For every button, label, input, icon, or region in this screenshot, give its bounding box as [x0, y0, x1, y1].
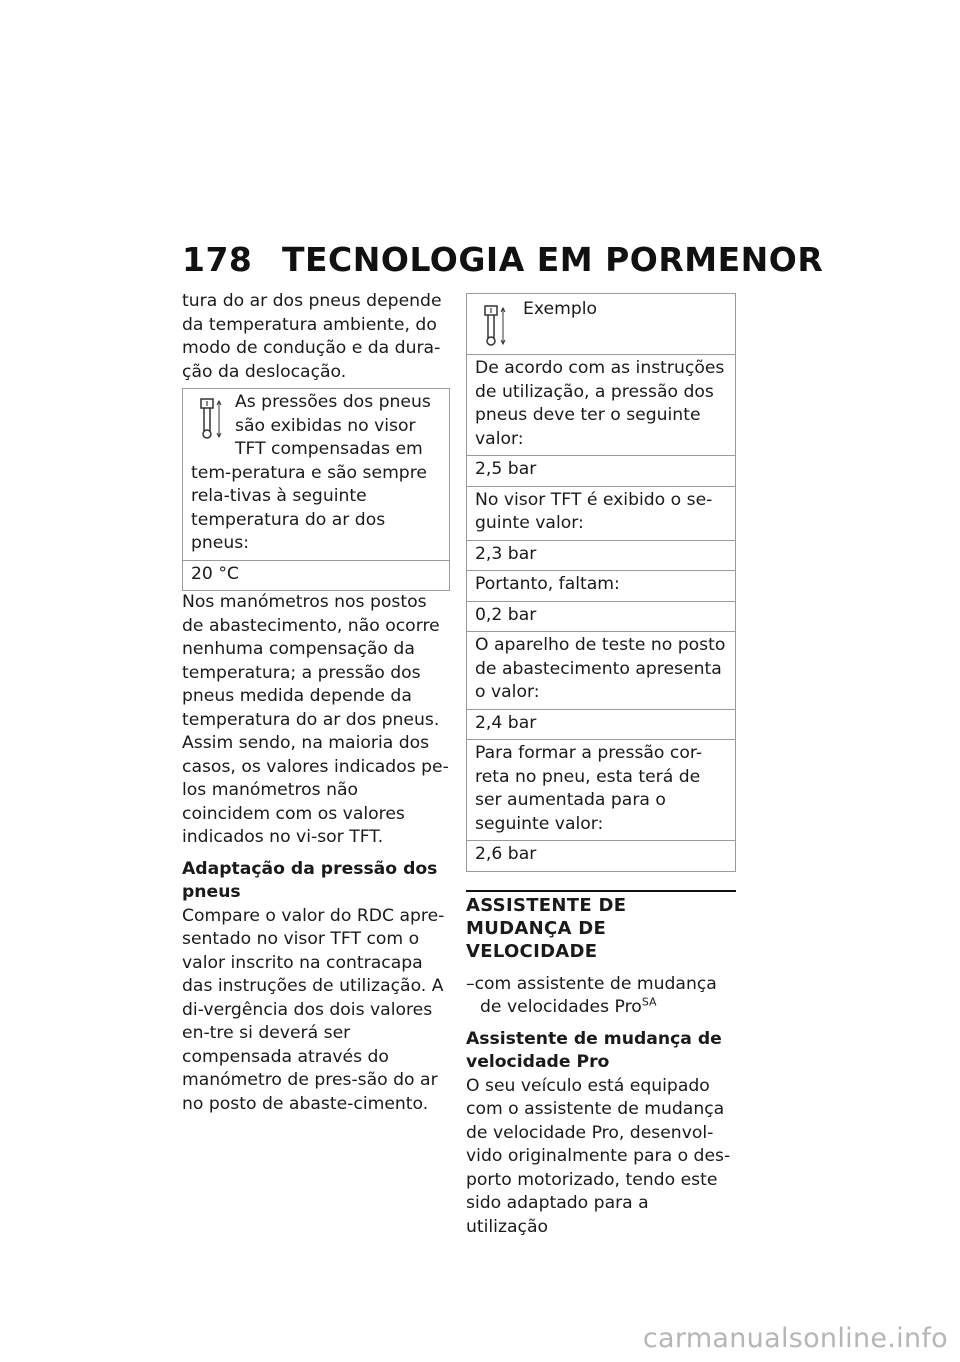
example-row: No visor TFT é exibido o se-guinte valor:	[467, 486, 735, 540]
tire-gauge-icon	[199, 397, 225, 441]
example-row: 0,2 bar	[467, 601, 735, 632]
note-box	[182, 388, 450, 591]
example-row: Para formar a pressão cor-reta no pneu, esta terá de ser aumentada para o seguinte valor:	[467, 739, 735, 840]
note-value-cell	[183, 560, 449, 591]
tire-gauge-icon	[483, 304, 509, 348]
list-item: –com assistente de mudança de velocidades Pro$^{SA}$	[466, 973, 717, 1017]
example-head	[467, 294, 735, 354]
page-header	[182, 240, 823, 279]
subheading: Assistente de mudança de velocidade Pro	[466, 1028, 722, 1072]
example-row: O aparelho de teste no posto de abastecimento apresenta o valor:	[467, 631, 735, 709]
page-title: TECNOLOGIA EM PORMENOR	[282, 240, 824, 279]
left-column	[182, 290, 450, 1116]
subheading: Adaptação da pressão dos pneus	[182, 858, 438, 902]
example-title: Exemplo	[523, 299, 598, 319]
paragraph: Nos manómetros nos postos de abastecimento, não ocorre nenhuma compensação da temperatura; a pressão dos pneus medida depende da temperatura do ar dos pneus. Assim sendo, na maioria dos casos, os valores indicados pe-los manómetros não coincidem com os valores indicados no vi-sor TFT.	[182, 592, 449, 847]
page-number: 178	[182, 240, 253, 279]
right-column	[466, 293, 736, 1239]
example-box	[466, 293, 736, 872]
note-text: As pressões dos pneus são exibidas no visor TFT compensadas em tem-peratura e são sempre rela-tivas à seguinte temperatura do ar dos pneus:	[191, 392, 431, 553]
option-superscript: SA	[641, 995, 657, 1009]
watermark: carmanualsonline.info	[642, 1323, 948, 1354]
list-item-text: com assistente de mudança de velocidades Pro	[474, 973, 717, 1017]
example-row: Portanto, faltam:	[467, 570, 735, 601]
example-row: 2,5 bar	[467, 455, 735, 486]
section-title: ASSISTENTE DE MUDANÇA DE VELOCIDADE	[466, 894, 627, 962]
paragraph: tura do ar dos pneus depende da temperatura ambiente, do modo de condução e da dura-ção da deslocação.	[182, 291, 442, 382]
example-row: De acordo com as instruções de utilização, a pressão dos pneus deve ter o seguinte valor:	[467, 354, 735, 455]
section-divider	[466, 890, 736, 892]
paragraph: Compare o valor do RDC apre-sentado no visor TFT com o valor inscrito na contracapa das instruções de utilização. A di-vergência dos dois valores en-tre si deverá ser compensada através do manómetro de pres-são do ar no posto de abaste-cimento.	[182, 905, 445, 1114]
example-row: 2,4 bar	[467, 709, 735, 740]
note-value: 20 °C	[191, 563, 239, 584]
paragraph: O seu veículo está equipado com o assistente de mudança de velocidade Pro, desenvol-vido originalmente para o des-porto motorizado, tendo este sido adaptado para a utilização	[466, 1075, 731, 1237]
example-row: 2,6 bar	[467, 840, 735, 871]
note-text-cell	[183, 389, 449, 560]
example-row: 2,3 bar	[467, 540, 735, 571]
